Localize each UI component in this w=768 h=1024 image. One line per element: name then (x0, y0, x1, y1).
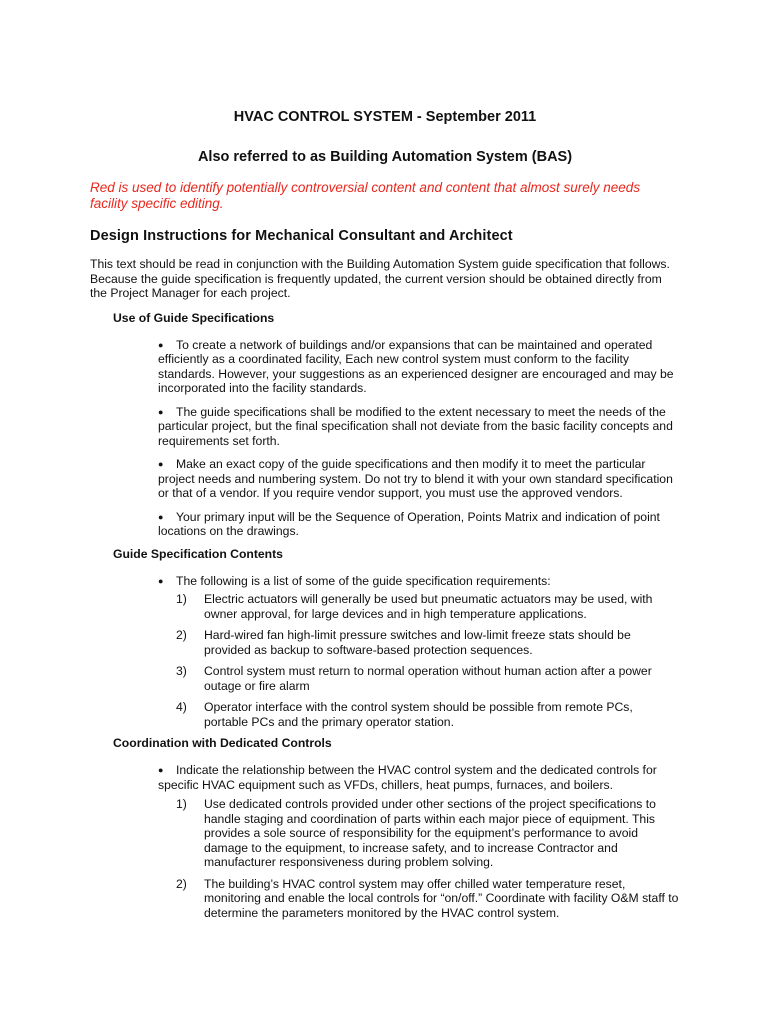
bullet-icon: ● (158, 765, 164, 775)
bullet-item (158, 510, 680, 539)
subheading-use-of-guide: Use of Guide Specifications (113, 310, 275, 325)
bullet-text: Your primary input will be the Sequence of Operation, Points Matrix and indication of point locations on the drawings. (158, 509, 660, 538)
item-text: Operator interface with the control system should be possible from remote PCs, portable PCs and the primary operator station. (204, 700, 633, 729)
bullet-icon: ● (158, 339, 164, 350)
item-number: 4) (176, 700, 187, 714)
bullet-icon: ● (158, 459, 164, 469)
numbered-list-coordination (90, 797, 680, 920)
document-title: HVAC CONTROL SYSTEM - September 2011 (233, 109, 537, 125)
bullet-text: Make an exact copy of the guide specifications and then modify it to meet the particular project needs and numbering system. Do not try to blend it with your own standard specification or that of a vendor. If you require vendor support, you must use the approved vendors. (158, 457, 673, 500)
numbered-item (90, 797, 680, 870)
item-number: 3) (176, 664, 187, 678)
document-subtitle: Also referred to as Building Automation System (BAS) (197, 149, 573, 165)
numbered-item (90, 664, 680, 693)
bullet-text: Indicate the relationship between the HVAC control system and the dedicated controls for specific HVAC equipment such as VFDs, chillers, heat pumps, furnaces, and boilers. (158, 763, 657, 792)
numbered-item (90, 592, 680, 621)
numbered-item (90, 877, 680, 921)
bullet-item (158, 405, 680, 449)
item-number: 2) (176, 628, 187, 642)
bullet-icon: ● (158, 511, 164, 522)
subheading-guide-contents: Guide Specification Contents (113, 546, 283, 561)
item-text: Control system must return to normal operation without human action after a power outage or fire alarm (204, 664, 652, 693)
bullet-text: To create a network of buildings and/or expansions that can be maintained and operated efficiently as a coordinated facility, Each new control system must conform to the facility standards. However, your suggestions as an experienced designer are encouraged and may be incorporated into the facility standards. (158, 337, 674, 395)
numbered-item (90, 628, 680, 657)
intro-paragraph: This text should be read in conjunction with the Building Automation System guide specification that follows. Because the guide specification is frequently updated, the current version should be obtained directly from the Project Manager for each project. (90, 257, 670, 300)
item-text: Electric actuators will generally be used but pneumatic actuators may be used, with owner approval, for large devices and in high temperature applications. (204, 592, 653, 621)
bullet-icon: ● (158, 575, 164, 586)
item-number: 1) (176, 797, 187, 811)
numbered-list-guide-contents (90, 592, 680, 729)
red-editing-note: Red is used to identify potentially controversial content and content that almost surely needs facility specific editing. (90, 180, 641, 211)
item-text: Hard-wired fan high-limit pressure switches and low-limit freeze stats should be provided as backup to software-based protection sequences. (204, 628, 631, 657)
item-text: The building’s HVAC control system may offer chilled water temperature reset, monitoring and enable the local controls for “on/off.” Coordinate with facility O&M staff to determine the parameters monitored by the HVAC control system. (204, 876, 679, 920)
bullet-item (158, 457, 680, 501)
bullet-text: The following is a list of some of the guide specification requirements: (176, 573, 551, 588)
bullet-text: The guide specifications shall be modified to the extent necessary to meet the needs of the particular project, but the final specification shall not deviate from the basic facility concepts and requirements set forth. (158, 404, 673, 448)
bullet-item (158, 763, 680, 792)
item-number: 2) (176, 876, 187, 891)
numbered-item (90, 700, 680, 729)
item-text: Use dedicated controls provided under other sections of the project specifications to handle staging and coordination of parts within each major piece of equipment. This provides a sole source of responsibility for the equipment’s performance to avoid damage to the equipment, to increase safety, and to increase Contractor and manufacturer responsiveness during problem solving. (204, 797, 656, 869)
bullet-icon: ● (158, 406, 164, 417)
subheading-coordination: Coordination with Dedicated Controls (113, 736, 332, 750)
item-number: 1) (176, 592, 187, 606)
bullet-item (158, 574, 680, 589)
bullet-item (158, 338, 680, 396)
section-heading-design-instructions: Design Instructions for Mechanical Consultant and Architect (90, 228, 513, 244)
